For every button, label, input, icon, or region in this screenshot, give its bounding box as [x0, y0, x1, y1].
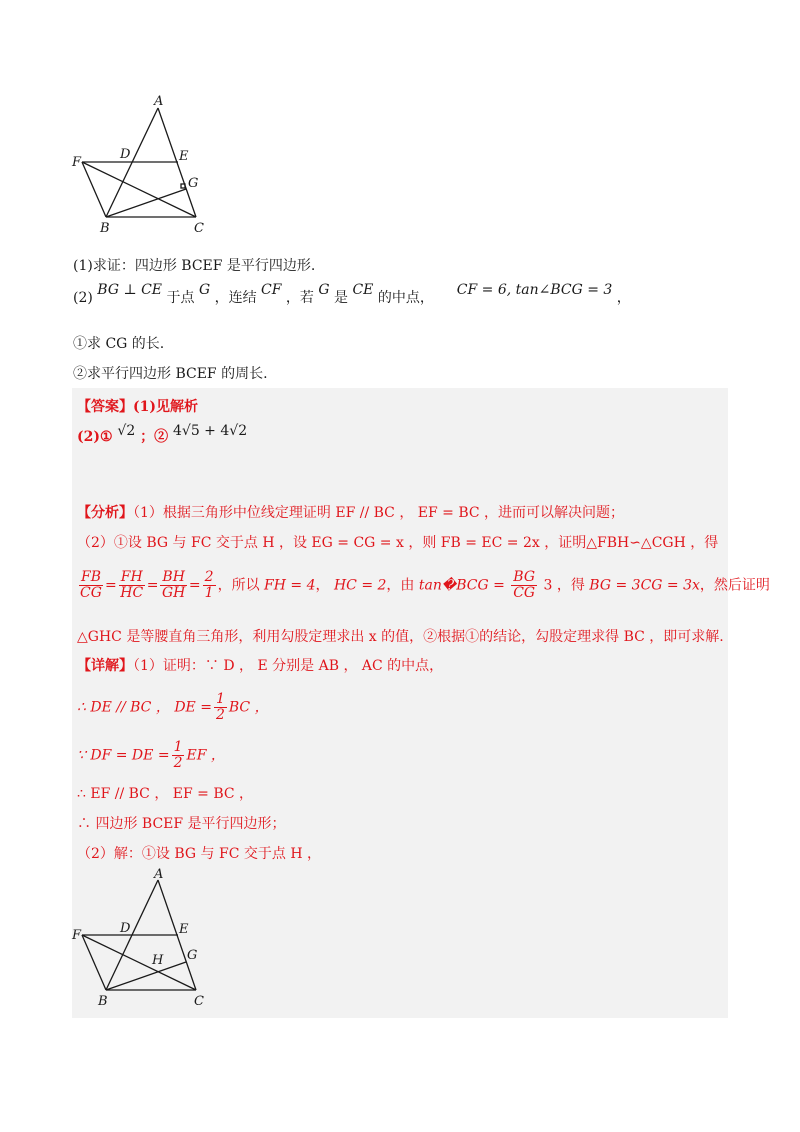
line-fb [82, 935, 106, 990]
fraction-half-2 [172, 740, 185, 771]
answer-part1: (1)见解析 [133, 399, 198, 415]
detail-line-6: （2）解：①设 BG 与 FC 交于点 H ， [77, 846, 321, 862]
analysis-text: ，所以 [217, 577, 260, 594]
fraction-bg-cg [511, 570, 537, 601]
analysis-text: ， [315, 577, 330, 594]
label-f: F [72, 155, 82, 170]
part2-ce: CE [352, 282, 374, 298]
analysis-label: 【分析】 [77, 505, 133, 521]
label-b: B [100, 221, 110, 236]
question-sub-1: ①求 CG 的长. [73, 336, 165, 352]
part2-g2: G [318, 282, 330, 298]
label-g: G [187, 948, 198, 963]
question-sub-2: ②求平行四边形 BCEF 的周长. [73, 366, 268, 382]
line-fb [82, 162, 106, 217]
part2-condition: CF = 6, tan∠BCG = 3 [456, 282, 613, 298]
analysis-text: ，然后证明 [699, 577, 770, 594]
frac-den: 1 [204, 585, 214, 601]
frac-num: BG [513, 569, 536, 585]
label-a: A [154, 94, 164, 109]
df-equals: ∵ DF = DE = [77, 747, 170, 764]
analysis-line-3: $\frac{FB}{CG}$ = $\frac{FH}{HC}$ = $\frac{BH}{GH}$ = $\frac{2}{1}$ ，所以 FH = 4， HC = 2，由 tan�BCG = $\frac{BG}{CG}$ 3 ，得 BG = 3CG = 3x，然后证明 [80, 569, 770, 601]
fraction-fb-cg [79, 570, 103, 601]
bc-text: BC ， [228, 699, 269, 716]
answer-label: 【答案】 [77, 399, 133, 415]
part2-prefix: (2) [73, 290, 93, 306]
de-equals: DE = [174, 699, 212, 716]
analysis-line-1 [77, 502, 624, 522]
part2-text6: ， [616, 290, 631, 306]
analysis-line-2: （2）①设 BG 与 FC 交于点 H ，设 EG = CG = x ，则 FB = EC = 2x ，证明△FBH∽△CGH ，得 [77, 535, 719, 551]
part2-text4: 是 [334, 290, 349, 306]
line-fc [82, 162, 199, 217]
label-h: H [152, 953, 164, 968]
label-d: D [120, 147, 131, 162]
question-part-1: (1)求证：四边形 BCEF 是平行四边形. [73, 258, 316, 274]
frac-den: 2 [215, 707, 225, 723]
part2-text5: 的中点， [377, 290, 434, 306]
part2-g: G [198, 282, 211, 298]
fraction-bh-gh [160, 570, 187, 601]
question-part-2 [73, 282, 631, 307]
part2-text: 于点 [166, 290, 195, 306]
answer-perimeter: 4√5 + 4√2 [173, 423, 248, 439]
analysis-text: ，由 [386, 577, 415, 594]
detail-line-1 [77, 655, 443, 675]
tan-bcg: tan�BCG = [418, 577, 505, 594]
detail-line-5: ∴ 四边形 BCEF 是平行四边形； [77, 816, 286, 832]
frac-num: 1 [215, 691, 225, 707]
ef-text: EF ， [186, 747, 225, 764]
answer-line-2 [77, 423, 248, 446]
right-angle-mark [181, 184, 185, 188]
frac-num: FH [120, 569, 143, 585]
label-e: E [179, 922, 189, 937]
frac-num: 1 [173, 739, 183, 755]
detail-line-2 [77, 692, 269, 723]
part2-perp: BG ⊥ CE [97, 282, 163, 298]
detail-line-3 [77, 740, 225, 771]
label-c: C [194, 994, 204, 1009]
figure-1-svg [70, 92, 220, 237]
answer-line-1 [77, 396, 198, 416]
label-g: G [188, 176, 199, 191]
detail-text-1: （1）证明：∵ D ， E 分别是 AB ， AC 的中点， [133, 658, 444, 674]
fraction-2-1 [203, 570, 216, 601]
frac-num: FB [81, 569, 102, 585]
line-fc [82, 935, 196, 990]
frac-den: 2 [173, 755, 183, 771]
label-f: F [72, 928, 82, 943]
hc-equals: HC = 2 [333, 577, 387, 594]
frac-den: CG [513, 585, 536, 601]
de-parallel-bc: ∴ DE // BC ， [77, 699, 170, 716]
fraction-fh-hc [119, 570, 145, 601]
analysis-line-4: △GHC 是等腰直角三角形，利用勾股定理求出 x 的值，②根据①的结论，勾股定理求得 BC ，即可求解. [77, 629, 724, 645]
label-e: E [179, 149, 189, 164]
analysis-text: 3 ，得 [543, 577, 585, 594]
bg-equals: BG = 3CG = 3x [589, 577, 700, 594]
part2-text2: ，连结 [214, 290, 257, 306]
frac-num: BH [162, 569, 185, 585]
geometry-figure-2 [70, 866, 220, 1015]
detail-line-4: ∴ EF // BC ， EF = BC ， [77, 786, 254, 802]
fraction-half [214, 692, 227, 723]
answer-part2-prefix: (2)① [77, 429, 113, 445]
part2-text3: ，若 [285, 290, 314, 306]
frac-den: GH [161, 585, 186, 601]
label-c: C [194, 221, 204, 236]
label-a: A [154, 867, 164, 882]
part2-cf: CF [261, 282, 282, 298]
geometry-figure-1 [70, 92, 220, 241]
answer-sqrt2: √2 [117, 423, 136, 439]
fh-equals: FH = 4 [264, 577, 316, 594]
detail-label: 【详解】 [77, 658, 133, 674]
frac-den: HC [120, 585, 144, 601]
frac-den: CG [80, 585, 102, 601]
figure-2-svg [70, 866, 220, 1011]
analysis-text-1: （1）根据三角形中位线定理证明 EF // BC ， EF = BC ，进而可以解决问题； [133, 505, 625, 521]
label-d: D [120, 921, 131, 936]
answer-sep: ；② [140, 429, 169, 445]
label-b: B [98, 994, 108, 1009]
frac-num: 2 [204, 569, 214, 585]
